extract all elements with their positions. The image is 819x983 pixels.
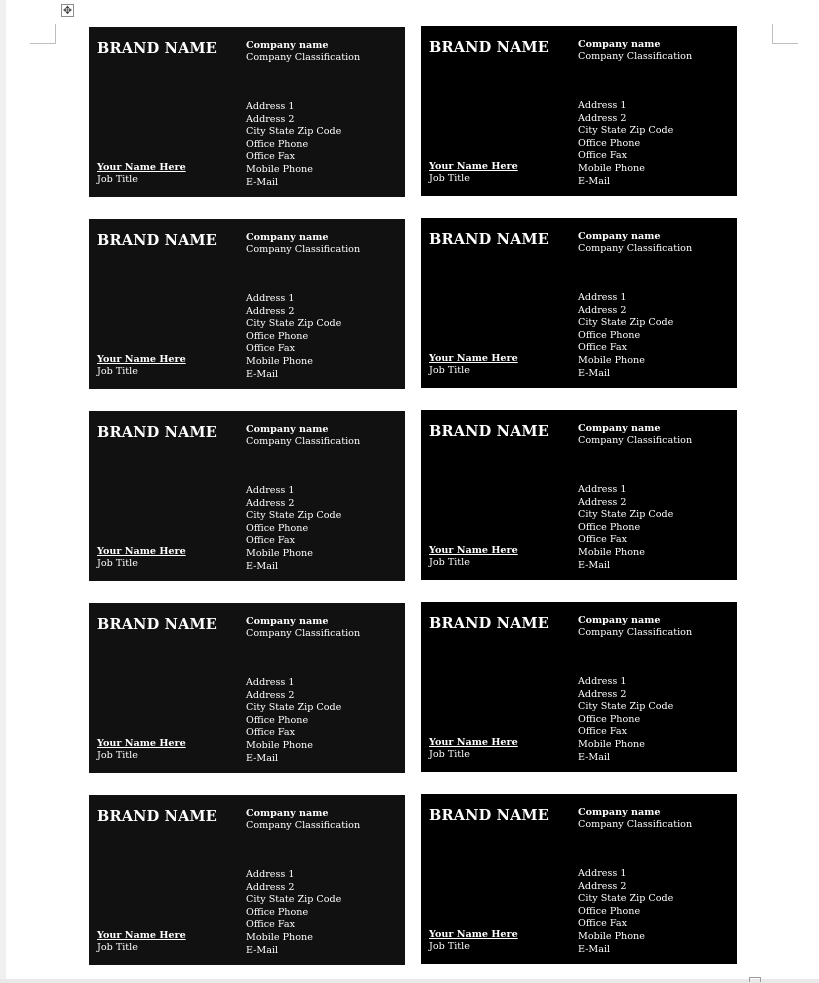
contact-line: E-Mail bbox=[246, 176, 279, 188]
brand-name: BRAND NAME bbox=[429, 807, 550, 824]
contact-line: Address 1 bbox=[578, 292, 627, 303]
contact-line: Office Phone bbox=[578, 521, 641, 533]
business-card[interactable] bbox=[421, 26, 737, 196]
contact-line: Address 2 bbox=[246, 881, 295, 893]
company-name: Company name bbox=[246, 424, 329, 435]
company-name: Company name bbox=[578, 615, 661, 626]
business-card[interactable] bbox=[421, 794, 737, 964]
brand-name: BRAND NAME bbox=[97, 424, 218, 441]
brand-name: BRAND NAME bbox=[429, 615, 550, 632]
contact-line: Mobile Phone bbox=[246, 355, 313, 367]
margin-corner-top-right bbox=[772, 24, 798, 44]
brand-name: BRAND NAME bbox=[429, 231, 550, 248]
job-title: Job Title bbox=[429, 941, 470, 952]
contact-line: Office Fax bbox=[246, 535, 295, 547]
business-card[interactable] bbox=[89, 27, 405, 197]
contact-line: E-Mail bbox=[578, 943, 611, 955]
contact-line: Mobile Phone bbox=[578, 162, 645, 174]
contact-details bbox=[246, 677, 341, 765]
contact-details bbox=[578, 676, 673, 764]
company-block bbox=[246, 616, 360, 640]
person-block bbox=[97, 546, 186, 570]
company-classification: Company Classification bbox=[578, 51, 693, 62]
contact-line: Office Fax bbox=[578, 918, 627, 930]
contact-line: Office Fax bbox=[246, 151, 295, 163]
contact-line: Office Fax bbox=[246, 919, 295, 931]
contact-line: Office Phone bbox=[578, 137, 641, 149]
contact-line: Address 1 bbox=[246, 485, 295, 496]
person-name: Your Name Here bbox=[429, 737, 518, 748]
contact-line: City State Zip Code bbox=[578, 509, 674, 521]
contact-line: Office Phone bbox=[246, 522, 309, 534]
contact-line: Address 2 bbox=[578, 496, 627, 508]
contact-line: Mobile Phone bbox=[246, 547, 313, 559]
company-classification: Company Classification bbox=[246, 628, 361, 639]
company-block bbox=[578, 231, 692, 255]
contact-line: Office Fax bbox=[578, 342, 627, 354]
table-resize-handle[interactable] bbox=[749, 977, 761, 982]
contact-line: Mobile Phone bbox=[578, 354, 645, 366]
person-name: Your Name Here bbox=[429, 545, 518, 556]
contact-line: Address 1 bbox=[578, 868, 627, 879]
contact-details bbox=[578, 484, 673, 572]
contact-line: City State Zip Code bbox=[246, 510, 342, 522]
job-title: Job Title bbox=[429, 173, 470, 184]
contact-line: E-Mail bbox=[246, 368, 279, 380]
contact-line: Mobile Phone bbox=[578, 738, 645, 750]
contact-line: Address 2 bbox=[578, 688, 627, 700]
brand-name: BRAND NAME bbox=[97, 808, 218, 825]
person-name: Your Name Here bbox=[97, 930, 186, 941]
person-name: Your Name Here bbox=[429, 161, 518, 172]
contact-line: Office Fax bbox=[578, 534, 627, 546]
person-block bbox=[97, 738, 186, 762]
company-classification: Company Classification bbox=[246, 436, 361, 447]
company-block bbox=[578, 39, 692, 63]
brand-name: BRAND NAME bbox=[97, 616, 218, 633]
person-block bbox=[429, 929, 518, 953]
contact-details bbox=[246, 485, 341, 573]
contact-line: Office Phone bbox=[246, 330, 309, 342]
contact-details bbox=[578, 100, 673, 188]
company-classification: Company Classification bbox=[246, 52, 361, 63]
company-classification: Company Classification bbox=[578, 435, 693, 446]
contact-line: Mobile Phone bbox=[578, 546, 645, 558]
person-name: Your Name Here bbox=[429, 929, 518, 940]
contact-line: Office Fax bbox=[246, 727, 295, 739]
company-name: Company name bbox=[246, 40, 329, 51]
company-block bbox=[246, 40, 360, 64]
contact-line: City State Zip Code bbox=[246, 318, 342, 330]
company-block bbox=[578, 423, 692, 447]
contact-details bbox=[578, 868, 673, 956]
contact-line: Address 2 bbox=[246, 305, 295, 317]
contact-line: Mobile Phone bbox=[246, 739, 313, 751]
contact-line: City State Zip Code bbox=[578, 893, 674, 905]
company-block bbox=[578, 807, 692, 831]
contact-line: Office Fax bbox=[246, 343, 295, 355]
person-block bbox=[429, 545, 518, 569]
contact-line: E-Mail bbox=[578, 751, 611, 763]
business-card[interactable] bbox=[421, 218, 737, 388]
contact-line: Office Phone bbox=[246, 138, 309, 150]
contact-line: E-Mail bbox=[578, 175, 611, 187]
contact-line: Mobile Phone bbox=[578, 930, 645, 942]
contact-line: E-Mail bbox=[578, 559, 611, 571]
contact-line: City State Zip Code bbox=[578, 701, 674, 713]
brand-name: BRAND NAME bbox=[97, 232, 218, 249]
contact-line: Address 1 bbox=[578, 676, 627, 687]
person-name: Your Name Here bbox=[97, 738, 186, 749]
contact-line: City State Zip Code bbox=[246, 126, 342, 138]
contact-line: E-Mail bbox=[246, 752, 279, 764]
job-title: Job Title bbox=[429, 365, 470, 376]
company-name: Company name bbox=[578, 807, 661, 818]
company-block bbox=[246, 808, 360, 832]
business-card[interactable] bbox=[89, 219, 405, 389]
person-block bbox=[429, 353, 518, 377]
business-card[interactable] bbox=[89, 795, 405, 965]
brand-name: BRAND NAME bbox=[429, 423, 550, 440]
company-classification: Company Classification bbox=[578, 819, 693, 830]
contact-details bbox=[246, 293, 341, 381]
person-block bbox=[97, 354, 186, 378]
person-name: Your Name Here bbox=[429, 353, 518, 364]
company-name: Company name bbox=[246, 232, 329, 243]
contact-line: Address 2 bbox=[578, 112, 627, 124]
person-block bbox=[97, 162, 186, 186]
page-margin-bottom bbox=[0, 979, 819, 983]
person-block bbox=[429, 737, 518, 761]
contact-line: Office Phone bbox=[578, 905, 641, 917]
business-card[interactable] bbox=[421, 602, 737, 772]
contact-line: Mobile Phone bbox=[246, 163, 313, 175]
contact-line: Office Phone bbox=[578, 713, 641, 725]
contact-line: Office Phone bbox=[246, 714, 309, 726]
contact-line: City State Zip Code bbox=[578, 125, 674, 137]
company-classification: Company Classification bbox=[578, 243, 693, 254]
contact-line: Address 1 bbox=[246, 869, 295, 880]
person-block bbox=[429, 161, 518, 185]
company-name: Company name bbox=[246, 616, 329, 627]
contact-line: Address 1 bbox=[578, 484, 627, 495]
contact-details bbox=[246, 869, 341, 957]
company-name: Company name bbox=[578, 423, 661, 434]
job-title: Job Title bbox=[429, 749, 470, 760]
contact-line: Address 2 bbox=[246, 497, 295, 509]
company-classification: Company Classification bbox=[246, 820, 361, 831]
contact-details bbox=[246, 101, 341, 189]
contact-line: Address 2 bbox=[578, 304, 627, 316]
table-move-handle-icon[interactable]: ✥ bbox=[62, 4, 73, 17]
job-title: Job Title bbox=[97, 558, 138, 569]
person-name: Your Name Here bbox=[97, 162, 186, 173]
business-card[interactable] bbox=[89, 603, 405, 773]
person-name: Your Name Here bbox=[97, 546, 186, 557]
contact-line: Office Fax bbox=[578, 726, 627, 738]
margin-corner-top-left bbox=[30, 24, 56, 44]
job-title: Job Title bbox=[97, 174, 138, 185]
page-margin-left bbox=[0, 0, 6, 983]
contact-line: Address 1 bbox=[246, 101, 295, 112]
contact-line: City State Zip Code bbox=[246, 702, 342, 714]
company-name: Company name bbox=[246, 808, 329, 819]
person-block bbox=[97, 930, 186, 954]
contact-line: City State Zip Code bbox=[578, 317, 674, 329]
company-block bbox=[578, 615, 692, 639]
contact-line: Mobile Phone bbox=[246, 931, 313, 943]
brand-name: BRAND NAME bbox=[429, 39, 550, 56]
job-title: Job Title bbox=[97, 366, 138, 377]
contact-line: E-Mail bbox=[246, 560, 279, 572]
contact-line: Office Fax bbox=[578, 150, 627, 162]
company-block bbox=[246, 232, 360, 256]
business-card[interactable] bbox=[89, 411, 405, 581]
contact-line: Address 2 bbox=[246, 689, 295, 701]
job-title: Job Title bbox=[97, 942, 138, 953]
contact-line: Address 2 bbox=[246, 113, 295, 125]
contact-line: Address 2 bbox=[578, 880, 627, 892]
company-classification: Company Classification bbox=[246, 244, 361, 255]
brand-name: BRAND NAME bbox=[97, 40, 218, 57]
company-name: Company name bbox=[578, 39, 661, 50]
contact-line: Office Phone bbox=[578, 329, 641, 341]
contact-details bbox=[578, 292, 673, 380]
contact-line: Office Phone bbox=[246, 906, 309, 918]
contact-line: City State Zip Code bbox=[246, 894, 342, 906]
job-title: Job Title bbox=[97, 750, 138, 761]
company-name: Company name bbox=[578, 231, 661, 242]
contact-line: Address 1 bbox=[578, 100, 627, 111]
contact-line: Address 1 bbox=[246, 293, 295, 304]
business-card[interactable] bbox=[421, 410, 737, 580]
company-block bbox=[246, 424, 360, 448]
contact-line: Address 1 bbox=[246, 677, 295, 688]
contact-line: E-Mail bbox=[246, 944, 279, 956]
company-classification: Company Classification bbox=[578, 627, 693, 638]
person-name: Your Name Here bbox=[97, 354, 186, 365]
job-title: Job Title bbox=[429, 557, 470, 568]
contact-line: E-Mail bbox=[578, 367, 611, 379]
